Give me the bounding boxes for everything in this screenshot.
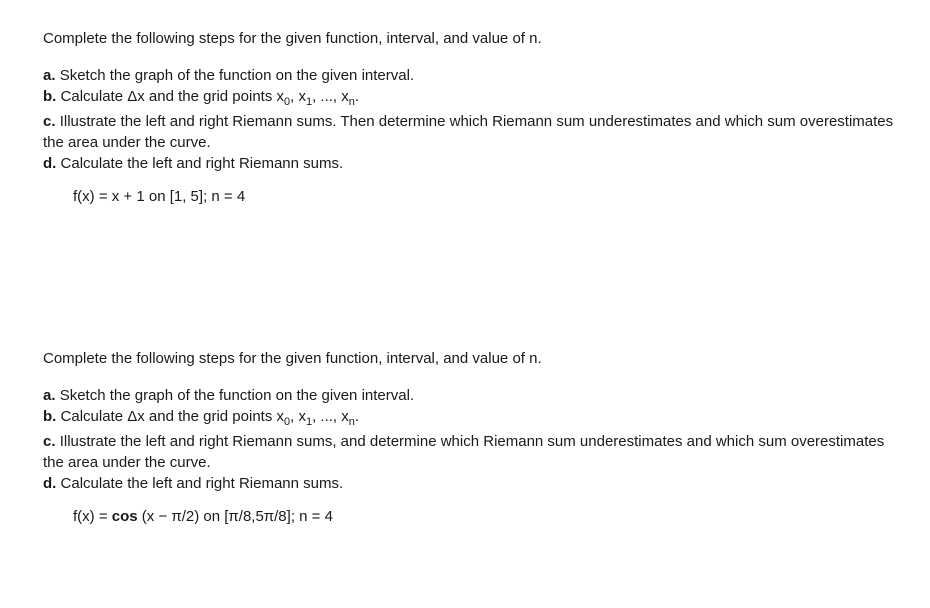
step-d-text: Calculate the left and right Riemann sums. bbox=[60, 475, 344, 492]
step-c-text: Illustrate the left and right Riemann sums. Then determine which Riemann sum underestimates and which sum overestimates the area under the curve. bbox=[43, 113, 894, 151]
grid-point-subscript-0: 0 bbox=[284, 416, 291, 428]
formula-text: f(x) = x + 1 on [1, 5]; n = 4 bbox=[73, 188, 246, 205]
problem-1 bbox=[43, 30, 903, 207]
step-b-separator-2: , ..., x bbox=[312, 88, 349, 105]
step-a-label: a. bbox=[43, 387, 56, 404]
grid-point-subscript-n: n bbox=[348, 96, 355, 108]
step-b-end: . bbox=[354, 88, 360, 105]
step-d-label: d. bbox=[43, 475, 57, 492]
step-a-label: a. bbox=[43, 67, 56, 84]
step-b-text: Calculate Δx and the grid points x bbox=[60, 88, 284, 105]
step-c-label: c. bbox=[43, 113, 56, 130]
step-a-text: Sketch the graph of the function on the given interval. bbox=[59, 387, 415, 404]
step-b bbox=[43, 86, 903, 107]
grid-point-subscript-n: n bbox=[348, 416, 355, 428]
step-b-separator-1: , x bbox=[290, 88, 306, 105]
problem-intro: Complete the following steps for the given function, interval, and value of n. bbox=[43, 30, 542, 47]
step-d-text: Calculate the left and right Riemann sums. bbox=[60, 155, 344, 172]
step-b-separator-1: , x bbox=[290, 408, 306, 425]
step-b-end: . bbox=[354, 408, 360, 425]
step-a bbox=[43, 385, 903, 406]
step-a bbox=[43, 65, 903, 86]
step-b-label: b. bbox=[43, 408, 57, 425]
step-d bbox=[43, 473, 903, 494]
grid-point-subscript-0: 0 bbox=[284, 96, 291, 108]
step-c-label: c. bbox=[43, 433, 56, 450]
step-d-label: d. bbox=[43, 155, 57, 172]
problem-2 bbox=[43, 350, 903, 527]
grid-point-subscript-1: 1 bbox=[305, 96, 313, 108]
formula-text: f(x) = bbox=[73, 508, 112, 525]
step-d bbox=[43, 153, 903, 174]
function-formula bbox=[73, 507, 903, 527]
step-b-label: b. bbox=[43, 88, 57, 105]
step-c-text: Illustrate the left and right Riemann sums, and determine which Riemann sum underestimates and which sum overestimates the area under the curve. bbox=[43, 433, 885, 471]
step-b-text: Calculate Δx and the grid points x bbox=[60, 408, 284, 425]
step-b-separator-2: , ..., x bbox=[312, 408, 349, 425]
problem-intro: Complete the following steps for the given function, interval, and value of n. bbox=[43, 350, 542, 367]
step-b bbox=[43, 406, 903, 427]
function-formula bbox=[73, 187, 903, 207]
step-c bbox=[43, 431, 903, 473]
formula-function-name: cos bbox=[111, 508, 138, 525]
grid-point-subscript-1: 1 bbox=[305, 416, 313, 428]
step-c bbox=[43, 111, 903, 153]
step-a-text: Sketch the graph of the function on the given interval. bbox=[59, 67, 415, 84]
formula-rest: (x − π/2) on [π/8,5π/8]; n = 4 bbox=[137, 508, 333, 525]
